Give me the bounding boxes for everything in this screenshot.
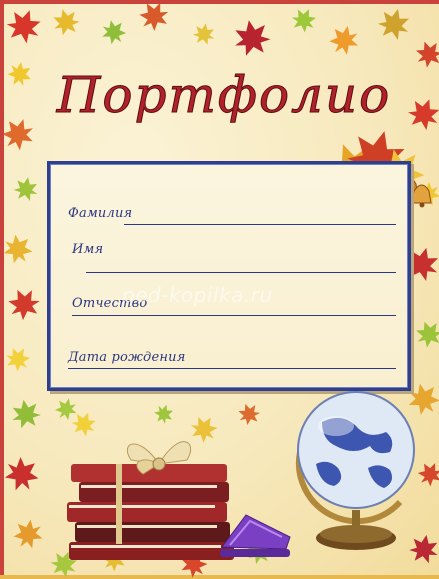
title-text: Портфолио [56,66,392,124]
birthdate-line [68,368,396,369]
watermark: ped-kopilka.ru [122,283,273,307]
globe-icon [282,382,432,562]
patronymic-line [72,315,396,316]
field-label-birthdate: Дата рождения [68,350,186,365]
page-title [44,54,404,134]
name-line [86,272,396,273]
field-label-name: Имя [72,242,104,257]
surname-line [124,224,396,225]
field-label-surname: Фамилия [68,206,133,221]
field-label-patronymic: Отчество [72,296,148,311]
